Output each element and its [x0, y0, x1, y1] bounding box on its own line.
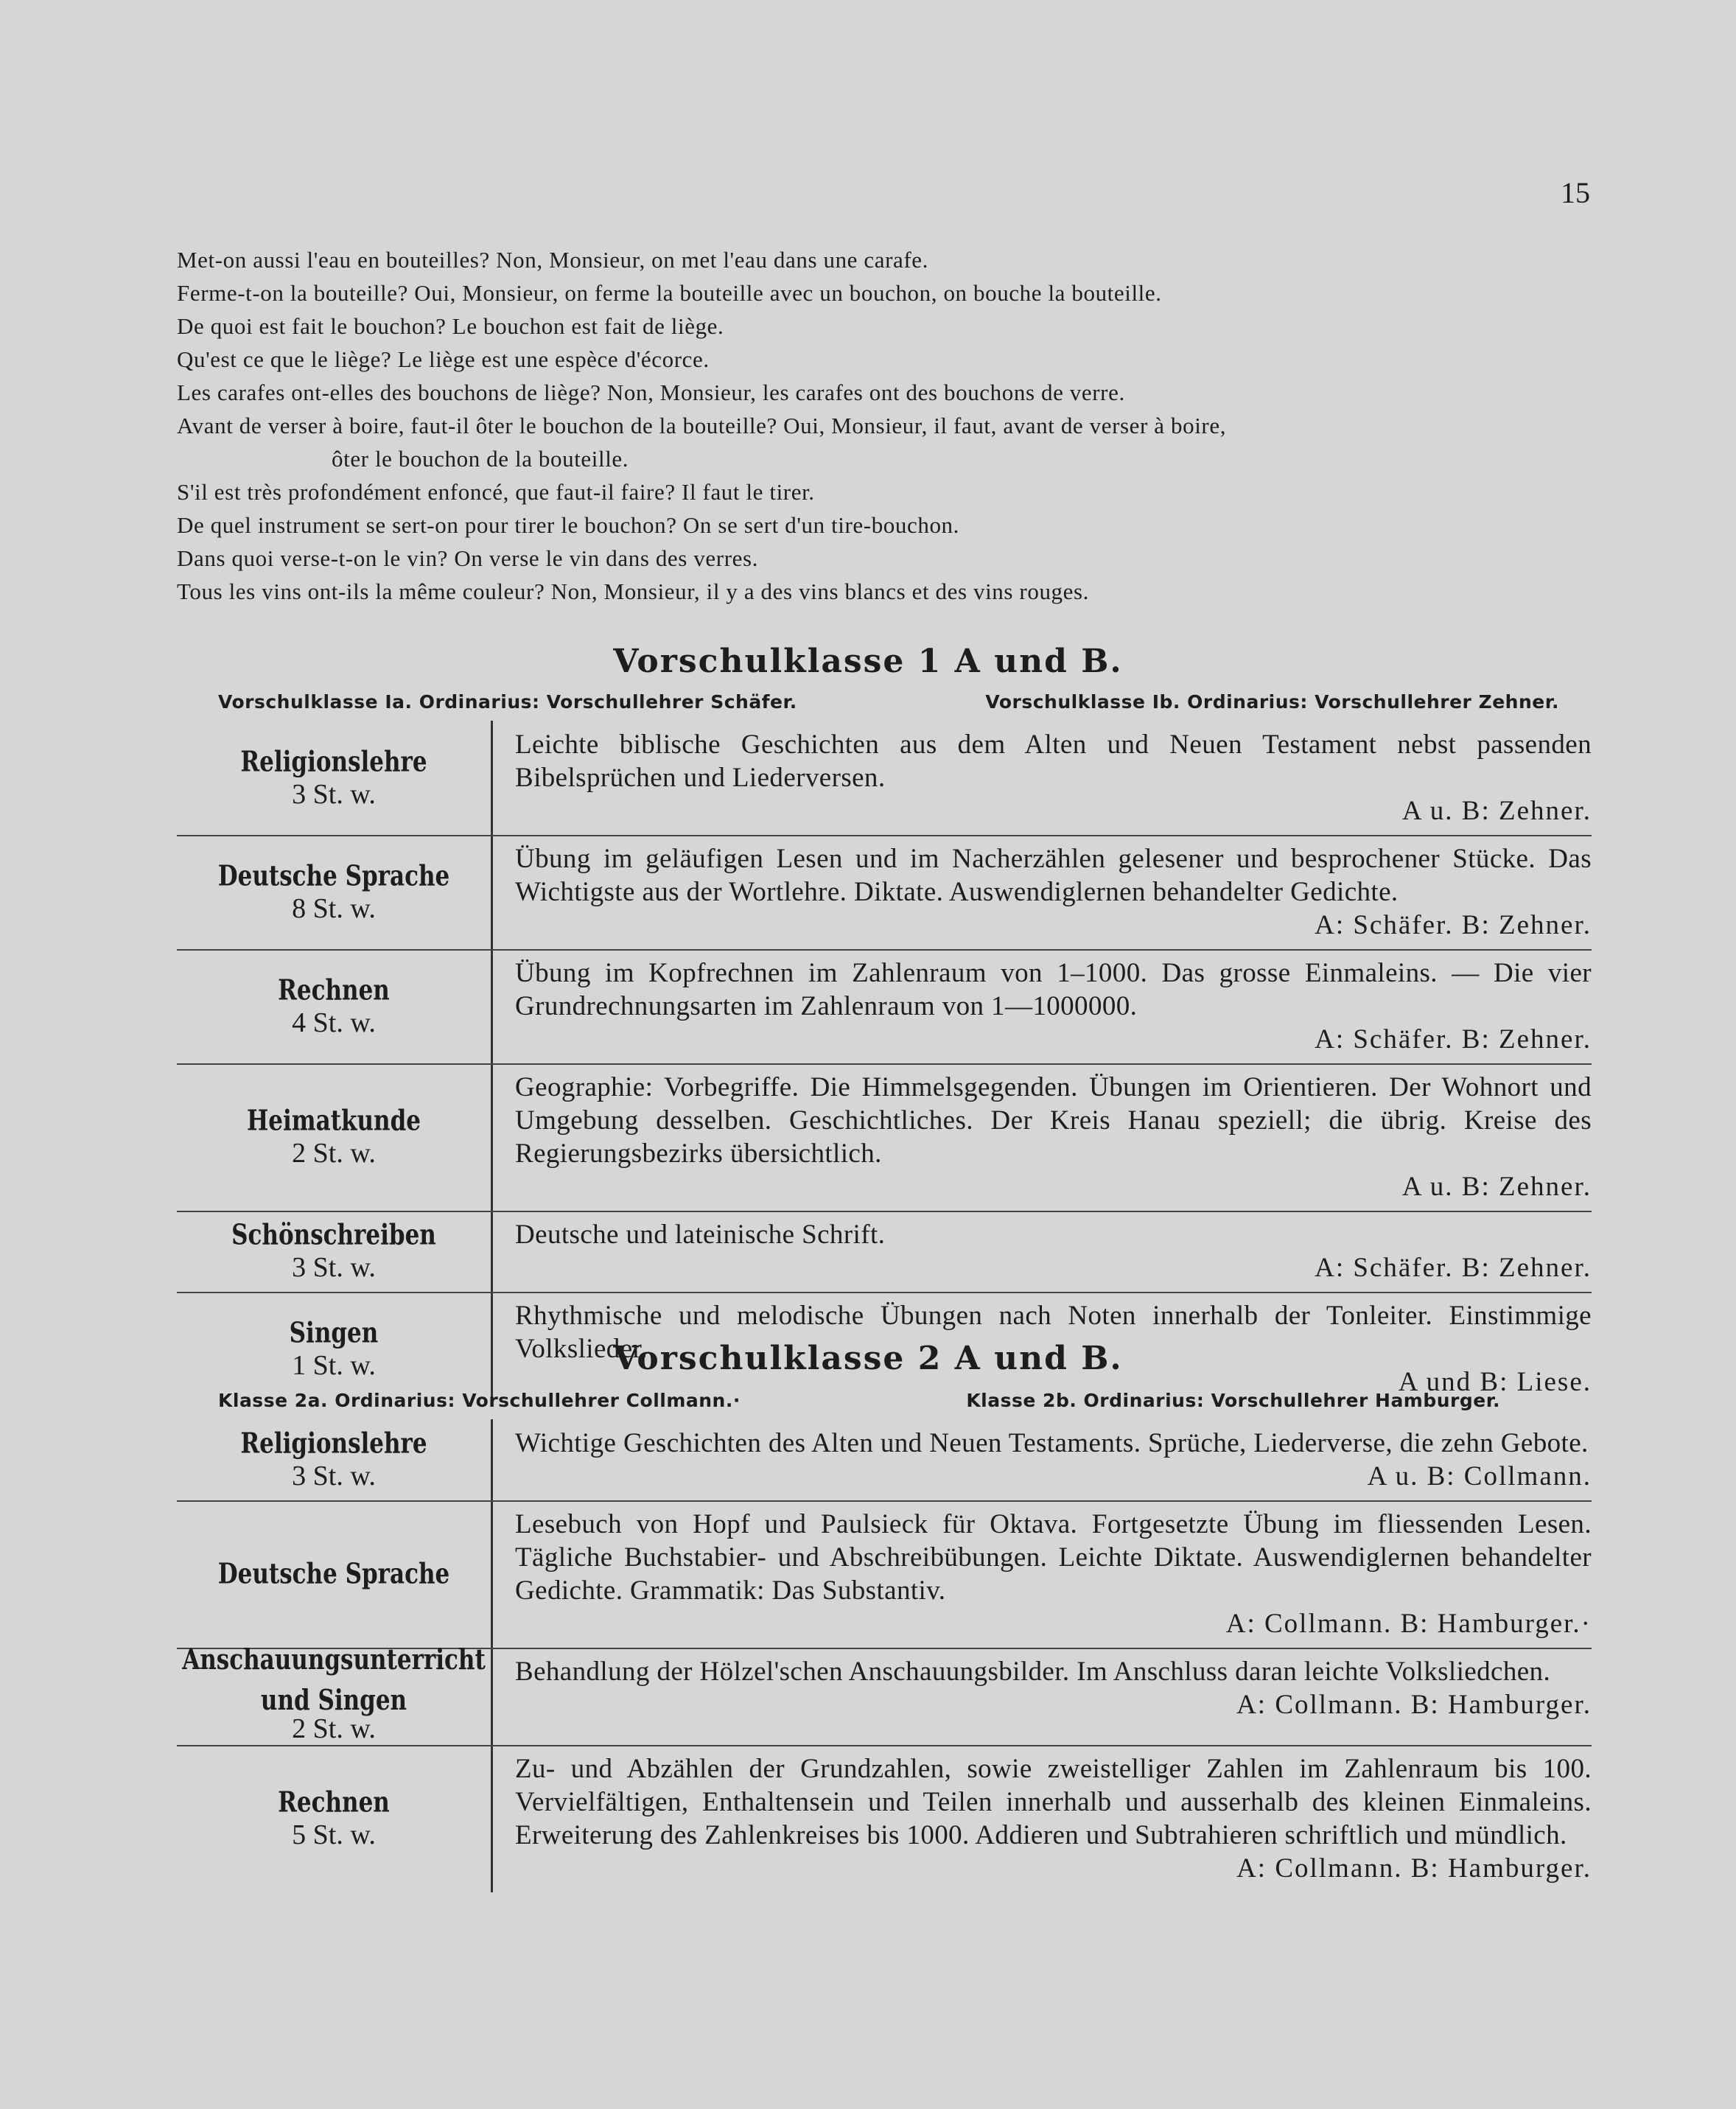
teacher-label: A: Collmann. B: Hamburger. — [1236, 1853, 1592, 1884]
content-text: Lesebuch von Hopf und Paulsieck für Oktava. Fortgesetzte Übung im fliessenden Lesen. Tägliche Buchstabier- und Abschreibübungen. Leichte Diktate. Auswendiglernen behandelter Gedichte. Grammatik: Das Substantiv. — [515, 1509, 1592, 1606]
content-text: Übung im Kopfrechnen im Zahlenraum von 1–1000. Das grosse Einmaleins. — Die vier Grundrechnungsarten im Zahlenraum von 1—1000000. — [515, 958, 1592, 1021]
subject-cell — [177, 721, 491, 835]
page-number: 15 — [1561, 176, 1590, 209]
subject-hours: 5 St. w. — [292, 1819, 376, 1850]
content-text: Wichtige Geschichten des Alten und Neuen Testaments. Sprüche, Liederverse, die zehn Gebote. — [515, 1428, 1589, 1458]
content-cell — [491, 1500, 1592, 1648]
subject-cell — [177, 1211, 491, 1292]
teacher-label: A: Schäfer. B: Zehner. — [1315, 1253, 1592, 1283]
subject-name: Deutsche Sprache — [217, 1557, 450, 1591]
content-cell — [491, 1745, 1592, 1892]
table-row — [177, 1063, 1592, 1211]
content-text: Übung im geläufigen Lesen und im Nacherzählen gelesener und besprochener Stücke. Das Wichtigste aus der Wortlehre. Diktate. Auswendiglernen behandelter Gedichte. — [515, 844, 1592, 907]
subject-hours: 8 St. w. — [292, 892, 376, 924]
table-row — [177, 949, 1592, 1063]
dialog-line: Tous les vins ont-ils la même couleur? Non, Monsieur, il y a des vins blancs et des vins rouges. — [177, 578, 1090, 604]
content-cell — [491, 1648, 1592, 1745]
dialog-line: Ferme-t-on la bouteille? Oui, Monsieur, on ferme la bouteille avec un bouchon, on bouche la bouteille. — [177, 280, 1162, 306]
table-row — [177, 721, 1592, 835]
content-cell — [491, 1419, 1592, 1500]
ordinarius-right: Klasse 2b. Ordinarius: Vorschullehrer Hamburger. — [966, 1390, 1500, 1411]
content-cell — [491, 835, 1592, 949]
subject-name: Heimatkunde — [247, 1104, 421, 1138]
dialog-line: Met-on aussi l'eau en bouteilles? Non, Monsieur, on met l'eau dans une carafe. — [177, 247, 929, 273]
subject-hours: 3 St. w. — [292, 1252, 376, 1283]
teacher-label: A: Schäfer. B: Zehner. — [1315, 910, 1592, 940]
dialog-line: S'il est très profondément enfoncé, que faut-il faire? Il faut le tirer. — [177, 479, 815, 505]
content-text: Zu- und Abzählen der Grundzahlen, sowie zweistelliger Zahlen im Zahlenraum bis 100. Vervielfältigen, Enthaltensein und Teilen innerhalb und ausserhalb des kleinen Einmaleins. Erweiterung des Zahlenkreises bis 1000. Addieren und Subtrahieren schriftlich und mündlich. — [515, 1754, 1592, 1850]
ordinarius-left: Klasse 2a. Ordinarius: Vorschullehrer Collmann.· — [218, 1390, 741, 1411]
subject-hours: 2 St. w. — [292, 1138, 376, 1169]
table-row — [177, 1643, 1592, 1745]
dialog-line: De quoi est fait le bouchon? Le bouchon est fait de liège. — [177, 313, 724, 339]
ordinarius-left: Vorschulklasse Ia. Ordinarius: Vorschullehrer Schäfer. — [218, 691, 797, 713]
dialog-line: Qu'est ce que le liège? Le liège est une espèce d'écorce. — [177, 346, 710, 372]
content-cell — [491, 721, 1592, 835]
subject-hours: 4 St. w. — [292, 1007, 376, 1038]
subject-cell — [177, 1643, 491, 1745]
subject-name: Singen — [289, 1316, 379, 1349]
content-text: Rhythmische und melodische Übungen nach Noten innerhalb der Tonleiter. Einstimmige Volkslieder. — [515, 1301, 1592, 1364]
table-row — [177, 1211, 1592, 1292]
subject-name: Religionslehre — [240, 1427, 427, 1461]
dialog-line: De quel instrument se sert-on pour tirer le bouchon? On se sert d'un tire-bouchon. — [177, 512, 960, 538]
subject-cell — [177, 1500, 491, 1648]
table-row — [177, 835, 1592, 949]
content-text: Leichte biblische Geschichten aus dem Alten und Neuen Testament nebst passenden Bibelsprüchen und Liederversen. — [515, 730, 1592, 793]
content-cell — [491, 1063, 1592, 1211]
content-cell — [491, 1211, 1592, 1292]
teacher-label: A u. B: Collmann. — [1367, 1461, 1592, 1491]
teacher-label: A: Schäfer. B: Zehner. — [1315, 1024, 1592, 1054]
subject-name: Religionslehre — [240, 745, 427, 778]
subject-cell — [177, 949, 491, 1063]
table-row — [177, 1745, 1592, 1892]
table-row — [177, 1419, 1592, 1500]
teacher-label: A u. B: Zehner. — [1401, 796, 1592, 826]
subject-cell — [177, 835, 491, 949]
subject-cell — [177, 1745, 491, 1892]
section-2-title: Vorschulklasse 2 A und B. — [613, 1340, 1123, 1377]
content-cell — [491, 949, 1592, 1063]
section-2-table — [177, 1419, 1592, 1892]
section-1-table — [177, 721, 1592, 1406]
subject-hours: 2 St. w. — [292, 1713, 376, 1744]
table-row — [177, 1500, 1592, 1648]
ordinarius-right: Vorschulklasse Ib. Ordinarius: Vorschullehrer Zehner. — [985, 691, 1559, 713]
french-dialog — [177, 243, 1621, 608]
dialog-line: ôter le bouchon de la bouteille. — [332, 446, 629, 472]
subject-cell — [177, 1419, 491, 1500]
teacher-label: A u. B: Zehner. — [1401, 1172, 1592, 1202]
subject-cell — [177, 1063, 491, 1211]
teacher-label: A: Collmann. B: Hamburger.· — [1225, 1609, 1592, 1639]
dialog-line: Dans quoi verse-t-on le vin? On verse le vin dans des verres. — [177, 545, 758, 571]
subject-name: Rechnen — [278, 1786, 390, 1819]
dialog-line: Avant de verser à boire, faut-il ôter le bouchon de la bouteille? Oui, Monsieur, il faut, avant de verser à boire, — [177, 413, 1227, 438]
content-text: Geographie: Vorbegriffe. Die Himmelsgegenden. Übungen im Orientieren. Der Wohnort und Umgebung desselben. Geschichtliches. Der Kreis Hanau speziell; die übrig. Kreise des Regierungsbezirks übersichtlich. — [515, 1072, 1592, 1169]
subject-hours: 3 St. w. — [292, 1461, 376, 1491]
content-text: Behandlung der Hölzel'schen Anschauungsbilder. Im Anschluss daran leichte Volksliedchen. — [515, 1657, 1551, 1687]
subject-name: Schönschreiben — [231, 1218, 436, 1252]
subject-name: Rechnen — [278, 973, 390, 1007]
content-text: Deutsche und lateinische Schrift. — [515, 1220, 886, 1250]
subject-name: Anschauungsunterricht und Singen — [182, 1643, 486, 1717]
subject-hours: 3 St. w. — [292, 778, 376, 810]
section-1-title: Vorschulklasse 1 A und B. — [613, 643, 1123, 680]
teacher-label: A: Collmann. B: Hamburger. — [1236, 1690, 1592, 1720]
dialog-line: Les carafes ont-elles des bouchons de liège? Non, Monsieur, les carafes ont des bouchons de verre. — [177, 380, 1125, 405]
teacher-label: A und B: Liese. — [1398, 1367, 1592, 1397]
subject-name: Deutsche Sprache — [217, 859, 450, 892]
subject-hours: 1 St. w. — [292, 1349, 376, 1381]
